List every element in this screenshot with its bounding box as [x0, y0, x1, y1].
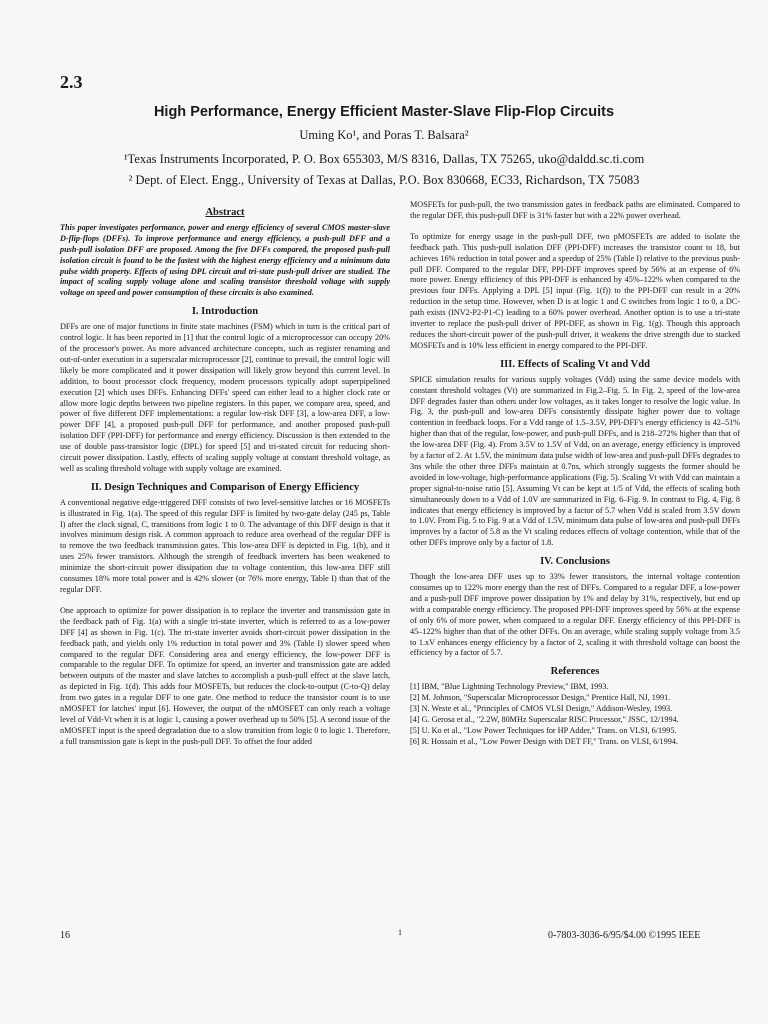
design-text-2: One approach to optimize for power dissipation is to replace the inverter and transmission gate in the feedback path of Fig. 1(a) with a single tri-state inverter, which is referred to as a low-power DFF [4] as shown in Fig. 1(c). The tri-state inverter avoids short-circuit power dissipation in the feedback path, and yields only 1% reduction in total power and 3% (Table I) slower speed when compared to the regular DFF. Considering area and energy efficiency, the low-power DFF is comparable to the regular DFF. To optimize for speed, an inverter and transmission gate are added between outputs of the master and slave latches to accomplish a push-pull effect at the slave latch, as depicted in Fig. 1(d). This adds four MOSFETs, but reduces the clock-to-output (C-to-Q) delay from two gates in a regular DFF to one gate. One method to reduce the transistor count is to use nMOSFET for latches' input [6]. However, the output of the nMOSFET can only reach a voltage level of Vdd-Vt when it is at logic 1, causing a power overhead up to 50% [5]. A second issue of the nMOSFET input is the speed degradation due to a slow transition from logic 0 to logic 1. Therefore, a full transmission gate is kept in the push-pull DFF. To offset the four added: [60, 605, 390, 746]
page-number: 16: [60, 930, 70, 941]
authors: Uming Ko¹, and Poras T. Balsara²: [299, 128, 469, 142]
conclusions-text: Though the low-area DFF uses up to 33% fewer transistors, the internal voltage contention consumes up to 122% more energy than the rest of DFFs. Compared to a regular DFF, a low-power and a push-pull DFF improve power dissipation by 1% and delay by 31%, respectively, but end up with a comparable energy efficiency. The proposed PPI-DFF improves speed by 56% at the expense of only 6% of more power, when compared to a regular DFF. Energy efficiency of this PPI-DFF is 45–122% higher than that of the other DFFs. On an average, while scaling supply voltage from 3.5 to 1.xV enhances energy efficiency by a factor of 2, scaling it with threshold voltage can boost the efficiency by a factor of 5.7.: [410, 572, 740, 658]
reference-item: [4] G. Gerosa et al., "2.2W, 80MHz Superscalar RISC Processor," JSSC, 12/1994.: [410, 714, 679, 724]
abstract-text: This paper investigates performance, power and energy efficiency of several CMOS master-slave D-flip-flops (DFFs). To improve performance and energy efficiency, a push-pull DFF and a push-pull isolation DFF are proposed. Among the five DFFs compared, the proposed push-pull isolation circuit is found to be the fastest with the highest energy efficiency and a minimum data pulse width property. Effects of using DPL circuit and tri-state push-pull driver are studied. The impact of scaling supply voltage alone and scaling transistor threshold voltage with supply voltage on speed and power consumption of these circuits is also examined.: [60, 222, 390, 298]
references-heading: References: [550, 666, 600, 678]
reference-item: [1] IBM, "Blue Lightning Technology Preview," IBM, 1993.: [410, 682, 609, 692]
isbn-copyright: 0-7803-3036-6/95/$4.00 ©1995 IEEE: [548, 930, 701, 941]
scaling-text: SPICE simulation results for various supply voltages (Vdd) using the same device models with constant threshold voltages (Vt) are summarized in Fig.2–Fig. 5. In Fig. 2, speed of the low-area DFF degrades faster than others under low voltages, as it takes longer to resolve the logic value. In Fig. 3, the push-pull and low-area DFFs consistently dissipate higher power due to voltage contention in feedback loops. For a Vdd range of 1.5–3.5V, PPI-DFF's energy efficiency is 42–51% higher than that of the regular, low-power, and push-pull DFFs, and is 218–272% higher than that of the low-area DFF (Fig. 4). From 3.5V to 1.5V of Vdd, on an average, energy efficiency is improved by a factor of 2. At 1.5V, the minimum data pulse width of low-area and push-pull DFFs degrades to 3ns while the other three DFFs maintain at 0.7ns, which strongly suggests the former should be avoided in low-voltage, high-performance applications (Fig. 5). Scaling Vt with Vdd can maintain a proper signal-to-noise ratio [5]. Assuming Vt can be kept at 1/5 of Vdd, the effects of scaling both simultaneously down to a Vdd of 1.0V are summarized in Fig. 6–Fig. 9. In contrast to Fig. 4, Fig. 8 indicates that energy efficiency is improved by a factor of 5.7 when Vdd is scaled from 3.5V down to 1.0V. From Fig. 5 to Fig. 9 at a Vdd of 1.5V, minimum data pulse of low-area and push-pull DFFs improves by a factor of 5.8 as the Vt scaling reduces effects of voltage contention, while that of the other DFFs improve only by a factor of 1.8.: [410, 374, 740, 548]
reference-item: [6] R. Hossain et al., "Low Power Design with DET FF," Trans. on VLSI, 6/1994.: [410, 736, 678, 746]
right-text-2: To optimize for energy usage in the push-pull DFF, two pMOSFETs are added to isolate the feedback path. This push-pull isolation DFF (PPI-DFF) increases the transistor count to 18, but achieves 16% reduction in total power and a speedup of 25% (Table I) relative to the previous push-pull DFF. Compared to the regular DFF, PPI-DFF improves speed by 56% at an expense of 6% more power. Energy efficiency of this PPI-DFF is enhanced by 45%–122% when compared to the previous four DFFs. Applying a DPL [5] input (Fig. 1(f)) to the PPI-DFF can result in a 20% reduction in the setup time. However, when D is at logic 1 and C switches from logic 1 to 0, a DC-path exists (INV2-P2-P1-C) leading to a 60% power overhead. Another option is to use a tri-state inverter to replace the push-pull driver of PPI-DFF, as shown in Fig. 1(g). Though this approach reduces the short-circuit power of the push-pull driver, it weakens the drive strength due to stacked MOSFETs and is 10% less efficient in energy compared to the PPI-DFF.: [410, 231, 740, 350]
reference-item: [2] M. Johnson, "Superscalar Microprocessor Design," Prentice Hall, NJ, 1991.: [410, 693, 671, 703]
design-heading: II. Design Techniques and Comparison of Energy Efficiency: [90, 481, 360, 493]
left-column: [60, 200, 390, 748]
right-text-1: MOSFETs for push-pull, the two transmission gates in feedback paths are eliminated. Compared to the regular DFF, this push-pull DFF is 31% faster but with a 22% power overhead.: [410, 200, 740, 220]
section-number: 2.3: [60, 72, 83, 92]
intro-heading: I. Introduction: [191, 306, 259, 318]
conclusions-heading: IV. Conclusions: [540, 556, 610, 568]
scaling-heading: III. Effects of Scaling Vt and Vdd: [500, 358, 650, 370]
affiliation-2: ² Dept. of Elect. Engg., University of Texas at Dallas, P.O. Box 830668, EC33, Richardson, TX 75083: [128, 173, 640, 187]
reference-item: [5] U. Ko et al., "Low Power Techniques for HP Adder," Trans. on VLSI, 6/1995.: [410, 725, 677, 735]
design-text-1: A conventional negative edge-triggered DFF consists of two level-sensitive latches or 16 MOSFETs is illustrated in Fig. 1(a). The speed of this regular DFF is limited by two-gate delay (245 ps, Table I) after the clock signal, C, transitions from logic 1 to 0. The advantage of this DFF design is that it involves minimum design risk. A common approach to reduce area overhead of the regular DFF is to remove the two feedback transmission gates. This low-area DFF is depicted in Fig. 1(b), and it uses 25% fewer transistors. Although the strength of feedback inverters has been weakened to minimize the short-circuit power dissipation due to voltage contention, this low-area DFF still consumes 18% more total power and is 42% slower (or 76% more energy, Table I) than that of the regular DFF.: [60, 497, 390, 594]
affiliation-1: ¹Texas Instruments Incorporated, P. O. Box 655303, M/S 8316, Dallas, TX 75265, uko@daldd.sc.ti.com: [123, 152, 645, 166]
paper-title: High Performance, Energy Efficient Master-Slave Flip-Flop Circuits: [153, 104, 615, 120]
right-column: [410, 200, 740, 748]
abstract-heading: Abstract: [205, 207, 245, 218]
references-list: [410, 682, 740, 747]
footer-center-number: 1: [398, 928, 402, 937]
reference-item: [3] N. Weste et al., "Principles of CMOS VLSI Design," Addison-Wesley, 1993.: [410, 704, 673, 714]
intro-text: DFFs are one of major functions in finite state machines (FSM) which in turn is the critical part of control logic. It has been reported in [1] that the control logic of a microprocessor can occupy 20% of the processor's power. As more advanced architecture concepts, such as register renaming and out-of-order execution in a superscalar microprocessor [2], continue to prevail, the control logic will likely be more complicated and it power dissipation will likely grow beyond this current level. In addition, to boost processor clock frequency, modern processors typically adopt superpipelined execution [2] which uses DFFs. Enhancing DFFs' speed can either lead to a higher clock rate or allow more logic depths between two pipeline registers. In this paper, we compare area, speed, and power of five different DFF implementations: a regular low-risk DFF [3], a low-area DFF, a low-power DFF [4], a proposed push-pull DFF for performance, and another proposed push-pull isolation DFF (PPI-DFF) for performance and energy efficiency. Discussion is then extended to the use of double pass-transistor logic (DPL) for speed [5] and tri-stated circuit for reducing short-circuit power dissipation. Lastly, effects of scaling supply voltage at constant threshold voltage, as well as scaling threshold voltage with supply voltage are examined.: [60, 322, 390, 473]
